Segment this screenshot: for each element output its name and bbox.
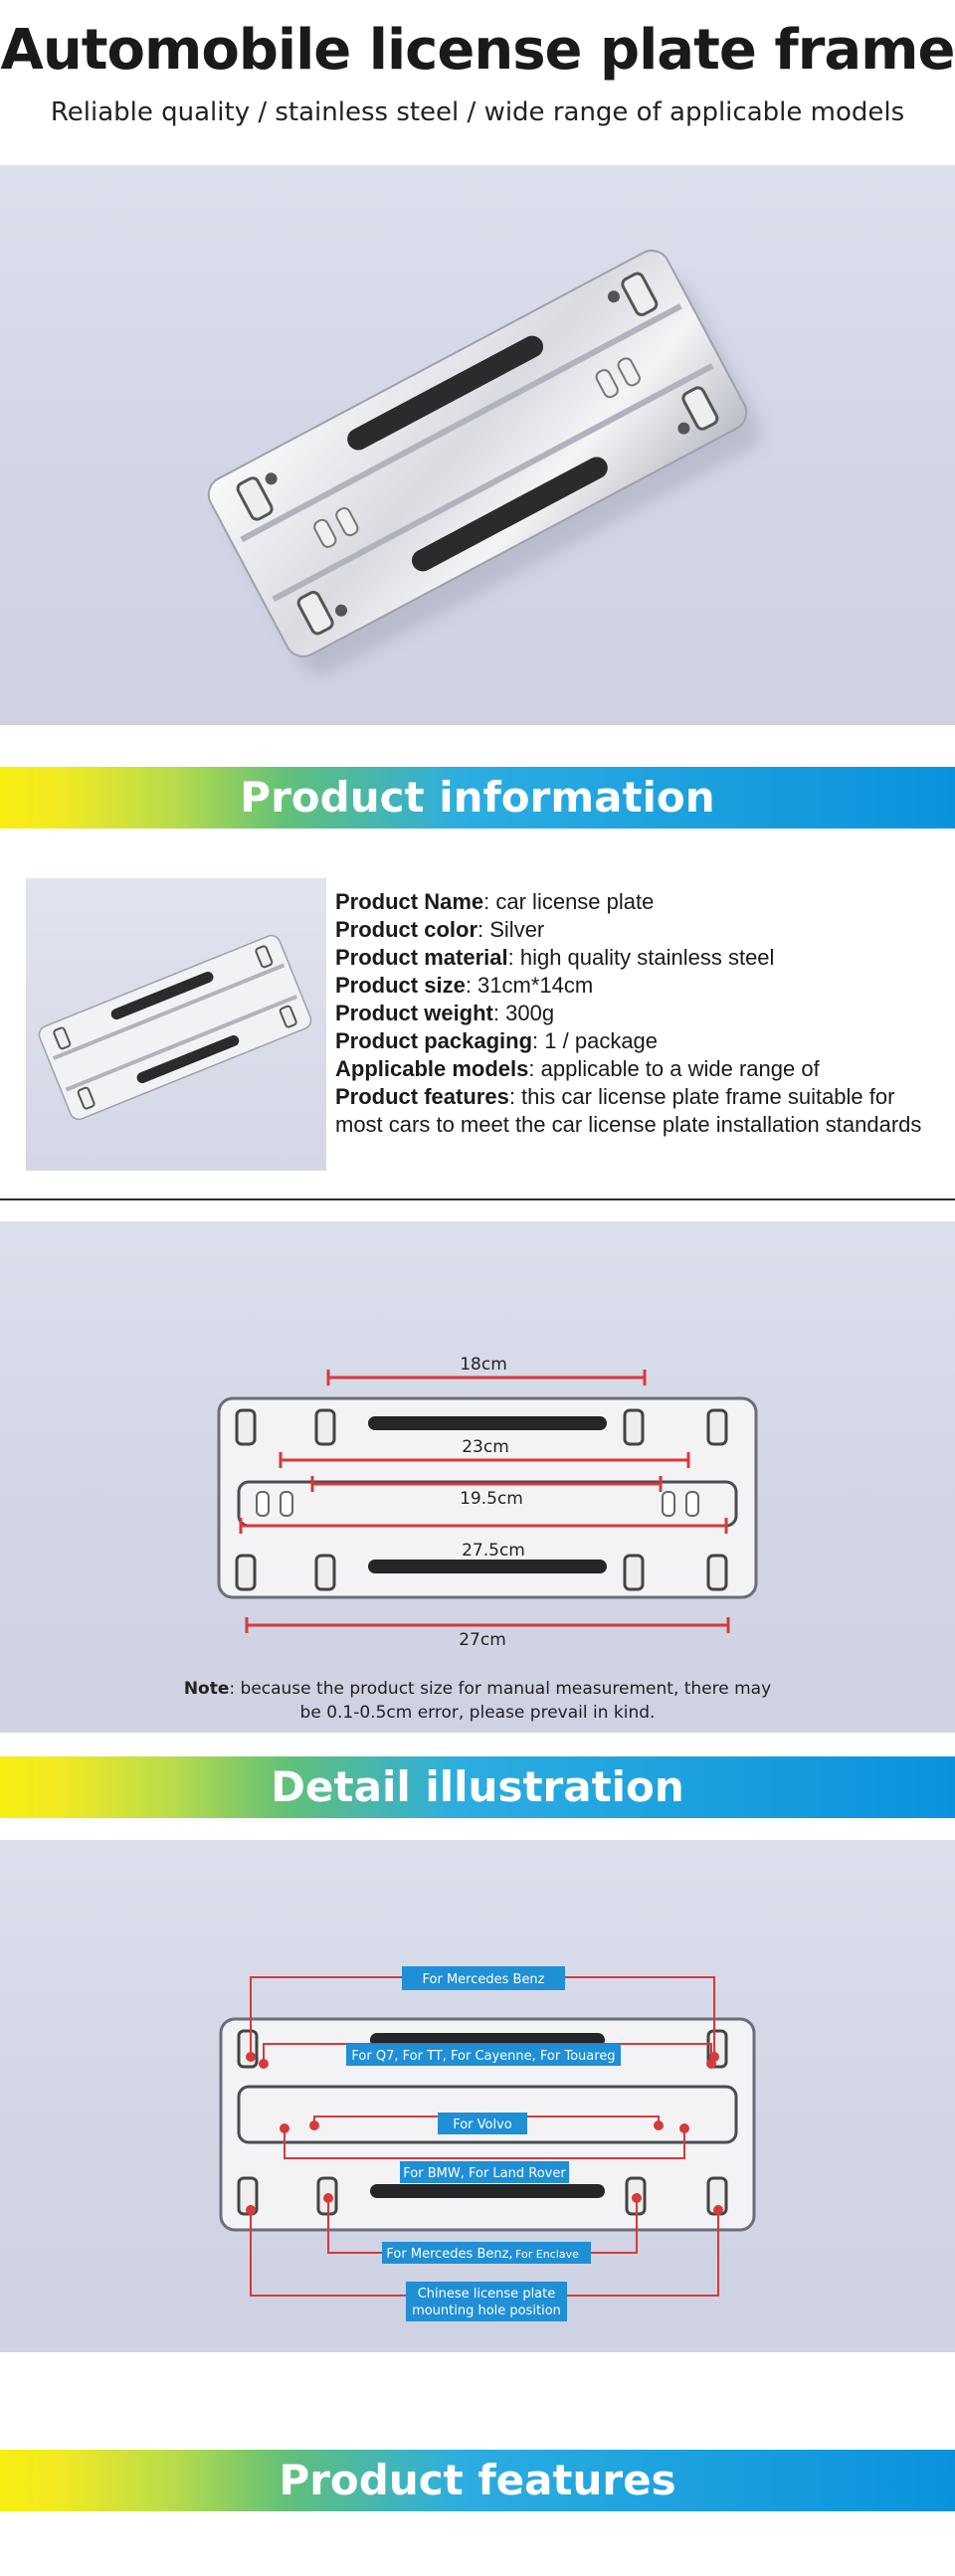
page-subtitle: Reliable quality / stainless steel / wide range of applicable models xyxy=(50,97,905,127)
svg-text:For Mercedes Benz,: For Mercedes Benz, xyxy=(386,2247,513,2262)
info-row-packaging: Product packaging: 1 / package xyxy=(335,1028,659,1053)
svg-text:For Enclave: For Enclave xyxy=(515,2248,579,2261)
hero-product-image xyxy=(0,165,955,725)
page-title: Automobile license plate frame xyxy=(0,18,955,83)
plate-bottom-slot xyxy=(368,1560,607,1573)
info-row-color: Product color: Silver xyxy=(335,917,545,942)
section-title-product-information: Product information xyxy=(240,773,715,822)
info-row-features: Product features: this car license plate frame suitable for most cars to meet the car license plate installation standards xyxy=(335,1084,922,1137)
svg-text:mounting hole position: mounting hole position xyxy=(412,2303,561,2318)
info-row-material: Product material: high quality stainless steel xyxy=(335,945,775,970)
dimension-label-27-5: 27.5cm xyxy=(462,1541,525,1561)
section-title-product-features: Product features xyxy=(279,2456,676,2504)
info-row-name: Product Name: car license plate xyxy=(335,889,655,914)
info-row-models: Applicable models: applicable to a wide range of xyxy=(335,1056,820,1081)
dimension-label-19-5: 19.5cm xyxy=(460,1489,523,1509)
dimension-label-27: 27cm xyxy=(459,1630,506,1650)
note-text-line2: be 0.1-0.5cm error, please prevail in kind. xyxy=(299,1703,656,1723)
note-label: Note xyxy=(183,1679,230,1699)
dimension-label-18: 18cm xyxy=(460,1355,507,1375)
section-banner-detail-illustration xyxy=(0,1756,955,1818)
product-thumbnail-image xyxy=(26,878,326,1171)
svg-text:For Q7, For TT, For Cayenne, F: For Q7, For TT, For Cayenne, For Touareg xyxy=(351,2049,616,2064)
info-row-size: Product size: 31cm*14cm xyxy=(335,973,594,998)
section-banner-product-information xyxy=(0,767,955,828)
svg-text:For BMW, For Land Rover: For BMW, For Land Rover xyxy=(403,2166,566,2181)
detail-diagram xyxy=(0,1840,955,2352)
section-divider xyxy=(0,1198,955,1200)
svg-text:For Volvo: For Volvo xyxy=(453,2117,512,2132)
note-text-line1: : because the product size for manual measurement, there may xyxy=(229,1679,772,1699)
dimension-label-23: 23cm xyxy=(462,1437,509,1457)
section-title-detail-illustration: Detail illustration xyxy=(271,1762,684,1811)
svg-text:Chinese license plate: Chinese license plate xyxy=(417,2287,556,2301)
dimension-panel xyxy=(0,1221,955,1733)
svg-text:For Mercedes Benz: For Mercedes Benz xyxy=(422,1972,545,1987)
thumbnail-plate-illustration xyxy=(26,878,326,1171)
detail-panel xyxy=(0,1840,955,2352)
section-banner-product-features xyxy=(0,2450,955,2511)
product-info-list xyxy=(335,888,942,1139)
dimension-diagram xyxy=(0,1221,955,1733)
measurement-note xyxy=(0,1677,955,1725)
plate-top-slot xyxy=(368,1416,607,1430)
info-row-weight: Product weight: 300g xyxy=(335,1001,555,1025)
hero-plate-illustration xyxy=(0,165,955,725)
